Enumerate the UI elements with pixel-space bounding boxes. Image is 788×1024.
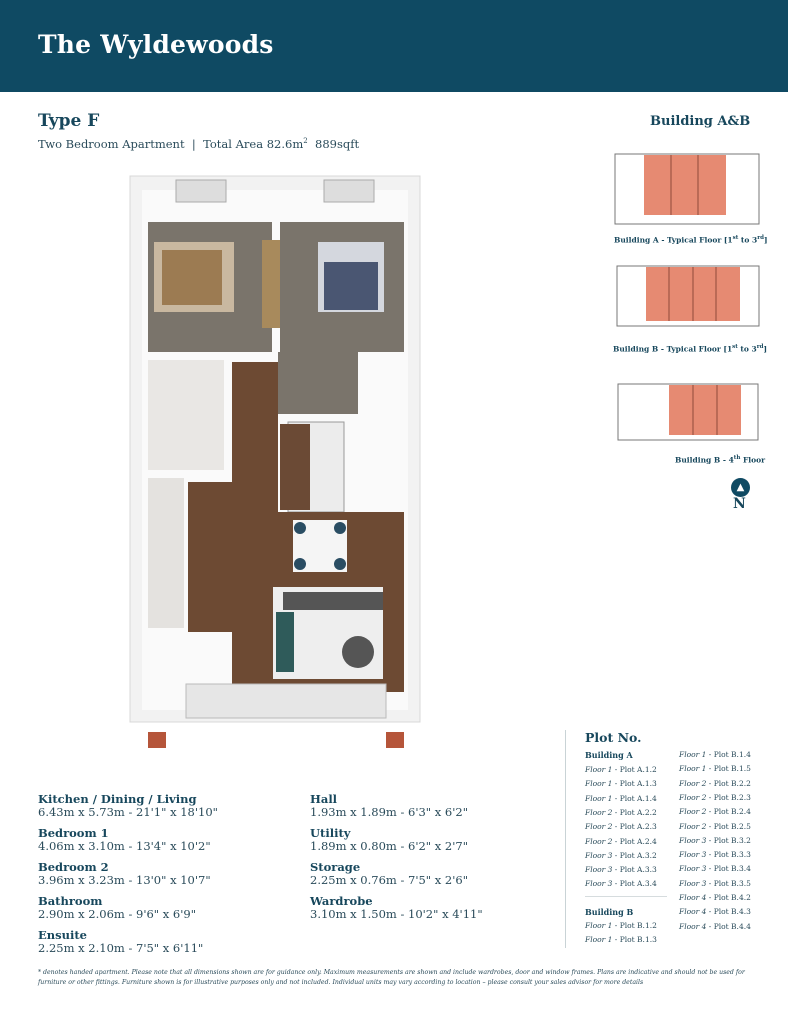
plot-floor: Floor 1 [679, 750, 707, 759]
room-name: Wardrobe [310, 894, 373, 908]
room-dimension [38, 895, 196, 920]
plot-item [679, 850, 751, 859]
site-title: Building A&B [650, 114, 751, 129]
plot-floor: Floor 2 [585, 807, 613, 817]
plot-floor: Floor 4 [679, 893, 707, 902]
plot-number: Plot A.3.3 [619, 865, 657, 875]
plot-item [585, 879, 657, 888]
plot-item [679, 779, 751, 788]
plot-dash: - [706, 764, 714, 774]
plot-floor: Floor 3 [585, 879, 613, 889]
plot-item [679, 907, 751, 916]
plot-dash: - [612, 879, 620, 889]
plot-number: Plot B.3.2 [713, 835, 751, 845]
site-plan-label-a: Building A - Typical Floor [1st to 3rd] [614, 235, 768, 245]
plot-number: Plot A.1.4 [619, 793, 657, 803]
plot-item [585, 808, 657, 817]
building-a-heading: Building A [585, 750, 633, 760]
room-dimension [310, 793, 468, 818]
room-dimension [38, 929, 203, 954]
plot-dash: - [706, 893, 714, 902]
site-plan-building-b-4th [617, 383, 763, 453]
floor-plan [128, 172, 424, 754]
plot-item [585, 765, 657, 774]
plot-dash: - [706, 921, 714, 931]
plot-floor: Floor 3 [679, 835, 707, 845]
plot-floor: Floor 1 [585, 793, 613, 803]
room-size: 3.10m x 1.50m - 10'2" x 4'11" [310, 906, 483, 921]
site-plan-label-b: Building B - Typical Floor [1st to 3rd] [613, 344, 768, 354]
plot-number: Plot B.1.3 [619, 935, 657, 945]
header-bar [0, 0, 788, 92]
room-size: 3.96m x 3.23m - 13'0" x 10'7" [38, 872, 211, 887]
plot-dash: - [706, 821, 714, 831]
plot-number: Plot A.3.2 [619, 850, 657, 860]
plot-dash: - [706, 835, 714, 845]
plot-item [679, 836, 751, 845]
plot-floor: Floor 3 [679, 850, 707, 860]
plot-dash: - [706, 792, 714, 802]
plot-number: Plot B.4.2 [713, 893, 751, 902]
plot-floor: Floor 4 [679, 907, 707, 917]
plot-dash: - [706, 878, 714, 888]
plot-dash: - [706, 750, 714, 759]
plot-floor: Floor 3 [679, 864, 707, 874]
room-dimension [38, 861, 211, 886]
plot-floor: Floor 1 [585, 765, 613, 774]
room-size: 2.25m x 2.10m - 7'5" x 6'11" [38, 940, 204, 955]
plot-number: Plot B.2.2 [713, 778, 751, 788]
plot-item [585, 822, 657, 831]
plot-item [679, 893, 751, 902]
room-size: 6.43m x 5.73m - 21'1" x 18'10" [38, 804, 218, 819]
room-dimension [310, 895, 483, 920]
storage [280, 424, 310, 510]
disclaimer: * denotes handed apartment. Please note that all dimensions shown are for guidance only. Maximum measurements are shown and include wardrobes, door and window frames. Plans are indicative and should not be used for furniture or other fittings. Furniture shown is for illustrative purposes only and not included. Individual units may vary according to location – please consult your sales advisor for more details [38, 969, 745, 986]
plot-item [585, 851, 657, 860]
plot-number: Plot A.2.3 [619, 822, 657, 832]
area-sup: 2 [303, 137, 308, 146]
plot-number: Plot A.1.2 [619, 765, 657, 774]
plot-dash: - [706, 778, 714, 788]
plot-floor: Floor 2 [585, 822, 613, 832]
separator: | [191, 137, 196, 151]
plot-number: Plot B.2.4 [713, 807, 751, 817]
plot-dash: - [612, 822, 620, 832]
plot-floor: Floor 2 [679, 821, 707, 831]
plot-number: Plot B.1.5 [713, 764, 751, 774]
plot-dash: - [706, 807, 714, 817]
room-name: Hall [310, 792, 338, 806]
plot-dash: - [612, 921, 620, 930]
plot-dash: - [612, 865, 620, 875]
site-plan-building-a [614, 153, 760, 233]
plot-item [679, 750, 751, 759]
total-area: Total Area 82.6m [203, 137, 304, 151]
room-name: Bathroom [38, 894, 103, 908]
plot-floor: Floor 3 [585, 850, 613, 860]
plot-number: Plot B.4.4 [713, 921, 751, 931]
plot-floor: Floor 2 [679, 807, 707, 817]
room-dimension [38, 827, 211, 852]
site-plan-label-b4: Building B - 4th Floor [675, 455, 766, 465]
room-name: Ensuite [38, 928, 87, 942]
plot-item [585, 921, 657, 930]
room-name: Bedroom 1 [38, 826, 109, 840]
area-sqft: 889sqft [315, 137, 360, 151]
plot-item [679, 922, 751, 931]
room-dimension [38, 793, 218, 818]
development-title: The Wyldewoods [38, 30, 274, 59]
plot-dash: - [706, 850, 714, 860]
plot-number: Plot B.2.3 [713, 792, 751, 802]
plot-item [585, 935, 657, 944]
plot-number: Plot A.2.4 [619, 836, 657, 846]
plot-floor: Floor 2 [679, 792, 707, 802]
building-b-heading: Building B [585, 907, 634, 917]
divider [565, 730, 566, 948]
plot-dash: - [612, 793, 620, 803]
plot-item [679, 764, 751, 773]
room-name: Utility [310, 826, 351, 840]
room-name: Storage [310, 860, 361, 874]
room-size: 2.90m x 2.06m - 9'6" x 6'9" [38, 906, 196, 921]
plot-floor: Floor 1 [585, 921, 613, 930]
plot-number: Plot B.2.5 [713, 821, 751, 831]
unit-description: Two Bedroom Apartment [38, 137, 185, 151]
north-arrow-icon: ▲ [731, 478, 750, 497]
room-name: Kitchen / Dining / Living [38, 792, 197, 806]
plot-floor: Floor 1 [585, 935, 613, 945]
plot-dash: - [612, 765, 620, 774]
plot-number: Plot A.1.3 [619, 779, 657, 789]
plot-item [585, 779, 657, 788]
plot-number: Plot B.3.4 [713, 864, 751, 874]
plot-dash: - [612, 807, 620, 817]
plot-number: Plot B.1.4 [713, 750, 751, 759]
room-size: 1.89m x 0.80m - 6'2" x 2'7" [310, 838, 468, 853]
plot-floor: Floor 3 [679, 878, 707, 888]
hall [278, 352, 358, 414]
site-plan-building-b [616, 265, 762, 335]
room-dimension [310, 827, 468, 852]
plot-dash: - [612, 850, 620, 860]
unit-summary [38, 137, 359, 151]
plot-dash: - [612, 779, 620, 789]
plot-title: Plot No. [585, 730, 642, 745]
plot-number: Plot B.3.5 [713, 878, 751, 888]
plot-item [679, 807, 751, 816]
plot-dash: - [706, 864, 714, 874]
plot-floor: Floor 3 [585, 865, 613, 875]
plot-item [679, 864, 751, 873]
plot-item [679, 822, 751, 831]
plot-floor: Floor 4 [679, 921, 707, 931]
plot-floor: Floor 2 [679, 778, 707, 788]
plot-dash: - [706, 907, 714, 917]
plot-item [679, 793, 751, 802]
plot-number: Plot A.2.2 [619, 807, 657, 817]
plot-number: Plot B.3.3 [713, 850, 751, 860]
plot-dash: - [612, 935, 620, 945]
plot-item [585, 865, 657, 874]
unit-type: Type F [38, 111, 100, 131]
room-dimension [310, 861, 468, 886]
divider [585, 896, 667, 897]
plot-dash: - [612, 836, 620, 846]
plot-number: Plot A.3.4 [619, 879, 657, 889]
bathroom [148, 360, 224, 470]
room-size: 4.06m x 3.10m - 13'4" x 10'2" [38, 838, 211, 853]
plot-item [585, 794, 657, 803]
plot-floor: Floor 1 [679, 764, 707, 774]
plot-number: Plot B.1.2 [619, 921, 657, 930]
plot-floor: Floor 2 [585, 836, 613, 846]
room-size: 2.25m x 0.76m - 7'5" x 2'6" [310, 872, 468, 887]
plot-floor: Floor 1 [585, 779, 613, 789]
plot-item [679, 879, 751, 888]
plot-number: Plot B.4.3 [713, 907, 751, 917]
north-label: N [733, 496, 746, 512]
room-size: 1.93m x 1.89m - 6'3" x 6'2" [310, 804, 468, 819]
plot-item [585, 837, 657, 846]
room-name: Bedroom 2 [38, 860, 109, 874]
